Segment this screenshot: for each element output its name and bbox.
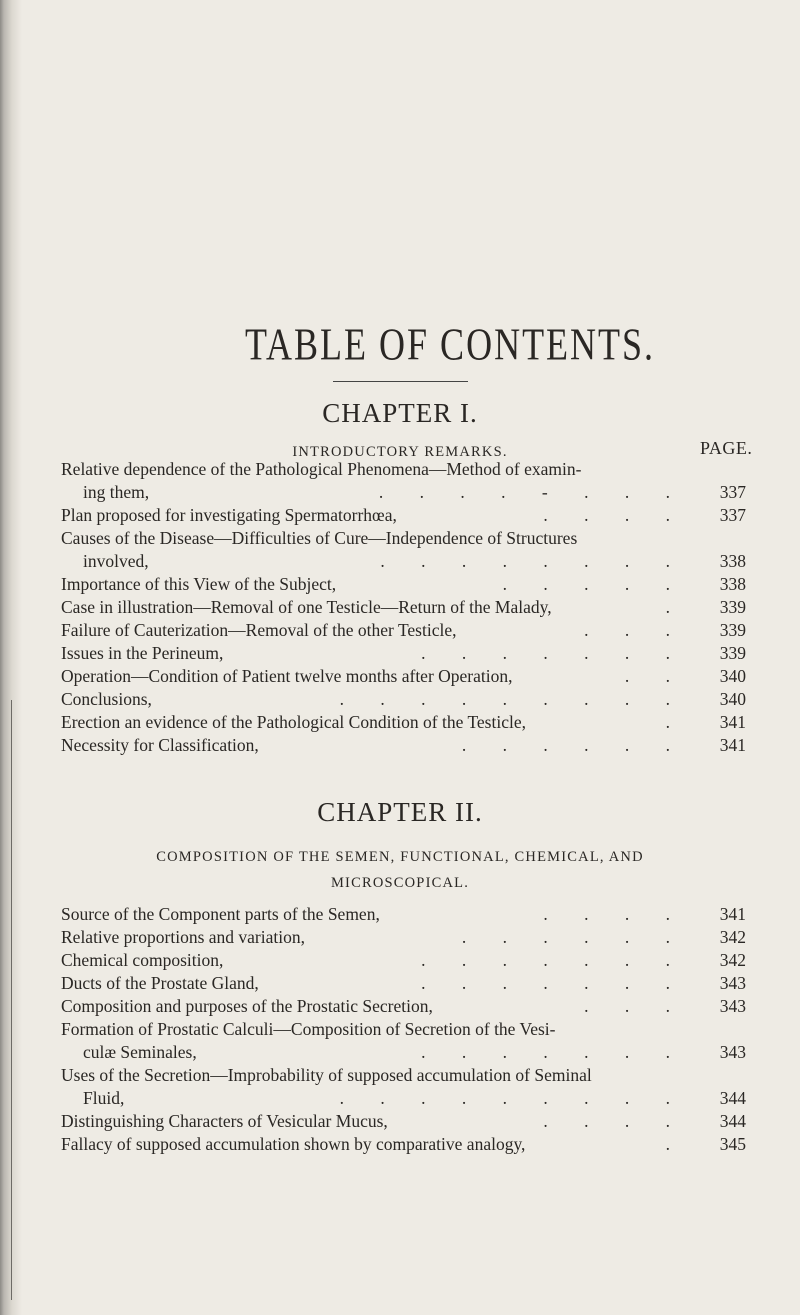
toc-entry-line <box>61 596 746 619</box>
toc-dot-leader: . . . . <box>543 1111 686 1131</box>
toc-dot-leader: . . . . . . . <box>421 950 686 970</box>
toc-entry-line <box>61 1018 746 1041</box>
toc-entry-text: Fluid, <box>83 1088 125 1108</box>
toc-dot-leader: . . . . . . <box>461 927 686 947</box>
toc-dot-leader: . . . <box>584 620 686 640</box>
toc-entry-text: Uses of the Secretion—Improbability of supposed accumulation of Seminal <box>61 1065 592 1085</box>
toc-entry-line <box>61 949 746 972</box>
toc-dot-leader: . . . . <box>543 505 686 525</box>
toc-dot-leader: . . <box>624 666 686 686</box>
toc-dot-leader: . . . . . . . . . <box>339 1088 686 1108</box>
toc-entry-line <box>61 481 746 504</box>
toc-page-number: 339 <box>719 597 746 617</box>
chapter-1-heading: CHAPTER I. <box>322 398 478 428</box>
toc-page-number: 343 <box>719 996 746 1016</box>
toc-page-number: 344 <box>719 1111 746 1131</box>
toc-page-number: 342 <box>719 927 746 947</box>
toc-dot-leader: . . . . <box>543 904 686 924</box>
toc-entry-line <box>61 734 746 757</box>
chapter-2-heading: CHAPTER II. <box>317 797 483 827</box>
page-column-label: PAGE. <box>700 438 753 458</box>
chapter-1-entries <box>61 458 746 757</box>
toc-entry-line <box>61 1041 746 1064</box>
toc-page-number: 338 <box>719 551 746 571</box>
toc-page-number: 341 <box>719 904 746 924</box>
toc-entry-text: ing them, <box>83 482 150 502</box>
toc-dot-leader: . . . . . . . <box>421 643 686 663</box>
toc-entry-text: Erection an evidence of the Pathological Condition of the Testicle, <box>61 712 526 732</box>
toc-dot-leader: . <box>665 1134 686 1154</box>
chapter-2-subheading-line-1: COMPOSITION OF THE SEMEN, FUNCTIONAL, CHEMICAL, AND <box>156 849 644 865</box>
toc-entry-text: culæ Seminales, <box>83 1042 197 1062</box>
toc-entry-line <box>61 926 746 949</box>
toc-entry-text: Issues in the Perineum, <box>61 643 224 663</box>
toc-entry-line <box>61 458 746 481</box>
toc-entry-line <box>61 1064 746 1087</box>
toc-entry-line <box>61 642 746 665</box>
toc-page-number: 345 <box>719 1134 746 1154</box>
toc-page-number: 337 <box>719 505 746 525</box>
toc-entry-text: Causes of the Disease—Difficulties of Cure—Independence of Structures <box>61 528 578 548</box>
toc-entry-text: Formation of Prostatic Calculi—Composition of Secretion of the Vesi- <box>61 1019 556 1039</box>
toc-page-number: 342 <box>719 950 746 970</box>
toc-dot-leader: . . . . . . . . <box>380 551 686 571</box>
page-title: TABLE OF CONTENTS. <box>244 319 656 370</box>
toc-entry-text: Relative proportions and variation, <box>61 927 305 947</box>
toc-entry-text: Necessity for Classification, <box>61 735 259 755</box>
toc-entry-text: Operation—Condition of Patient twelve months after Operation, <box>61 666 513 686</box>
chapter-2-subheading-line-2: MICROSCOPICAL. <box>330 875 470 891</box>
toc-page-number: 344 <box>719 1088 746 1108</box>
toc-entry-text: Distinguishing Characters of Vesicular Mucus, <box>61 1111 388 1131</box>
toc-entry-line <box>61 504 746 527</box>
chapter-2-entries <box>61 903 746 1156</box>
toc-page-number: 343 <box>719 973 746 993</box>
toc-dot-leader: . <box>665 712 686 732</box>
toc-entry-text: Composition and purposes of the Prostatic Secretion, <box>61 996 433 1016</box>
toc-entry-text: Case in illustration—Removal of one Testicle—Return of the Malady, <box>61 597 552 617</box>
title-rule <box>333 381 468 382</box>
toc-page-number: 339 <box>719 620 746 640</box>
toc-entry-line <box>61 573 746 596</box>
toc-page-number: 340 <box>719 666 746 686</box>
toc-entry-line <box>61 972 746 995</box>
toc-page-number: 340 <box>719 689 746 709</box>
toc-page-number: 341 <box>719 712 746 732</box>
toc-page-number: 337 <box>719 482 746 502</box>
toc-entry-text: Importance of this View of the Subject, <box>61 574 337 594</box>
chapter-1-subheading: INTRODUCTORY REMARKS. <box>292 444 508 460</box>
toc-page-number: 339 <box>719 643 746 663</box>
toc-entry-line <box>61 1133 746 1156</box>
toc-entry-text: Conclusions, <box>61 689 152 709</box>
toc-page-number: 338 <box>719 574 746 594</box>
toc-entry-text: Ducts of the Prostate Gland, <box>61 973 259 993</box>
toc-entry-line <box>61 1110 746 1133</box>
toc-page-number: 341 <box>719 735 746 755</box>
toc-dot-leader: . . . . . . <box>461 735 686 755</box>
toc-entry-line <box>61 550 746 573</box>
toc-entry-line <box>61 711 746 734</box>
toc-dot-leader: . . . . . . . <box>421 973 686 993</box>
toc-entry-line <box>61 688 746 711</box>
toc-dot-leader: . . . . . . . . . <box>339 689 686 709</box>
toc-dot-leader: . <box>665 597 686 617</box>
toc-entry-line <box>61 619 746 642</box>
toc-entry-line <box>61 1087 746 1110</box>
toc-entry-text: Plan proposed for investigating Spermatorrhœa, <box>61 505 397 525</box>
toc-entry-line <box>61 903 746 926</box>
toc-dot-leader: . . . . - . . . <box>378 482 686 502</box>
toc-dot-leader: . . . . . . . <box>421 1042 686 1062</box>
toc-entry-line <box>61 527 746 550</box>
toc-entry-text: involved, <box>83 551 149 571</box>
toc-entry-line <box>61 995 746 1018</box>
toc-entry-text: Failure of Cauterization—Removal of the other Testicle, <box>61 620 457 640</box>
toc-entry-text: Chemical composition, <box>61 950 224 970</box>
toc-entry-text: Relative dependence of the Pathological Phenomena—Method of examin- <box>61 459 582 479</box>
toc-entry-text: Source of the Component parts of the Semen, <box>61 904 380 924</box>
toc-entry-text: Fallacy of supposed accumulation shown by comparative analogy, <box>61 1134 526 1154</box>
toc-entry-line <box>61 665 746 688</box>
toc-dot-leader: . . . <box>584 996 686 1016</box>
page-binding-line <box>11 700 12 1300</box>
toc-dot-leader: . . . . . <box>502 574 686 594</box>
toc-page-number: 343 <box>719 1042 746 1062</box>
